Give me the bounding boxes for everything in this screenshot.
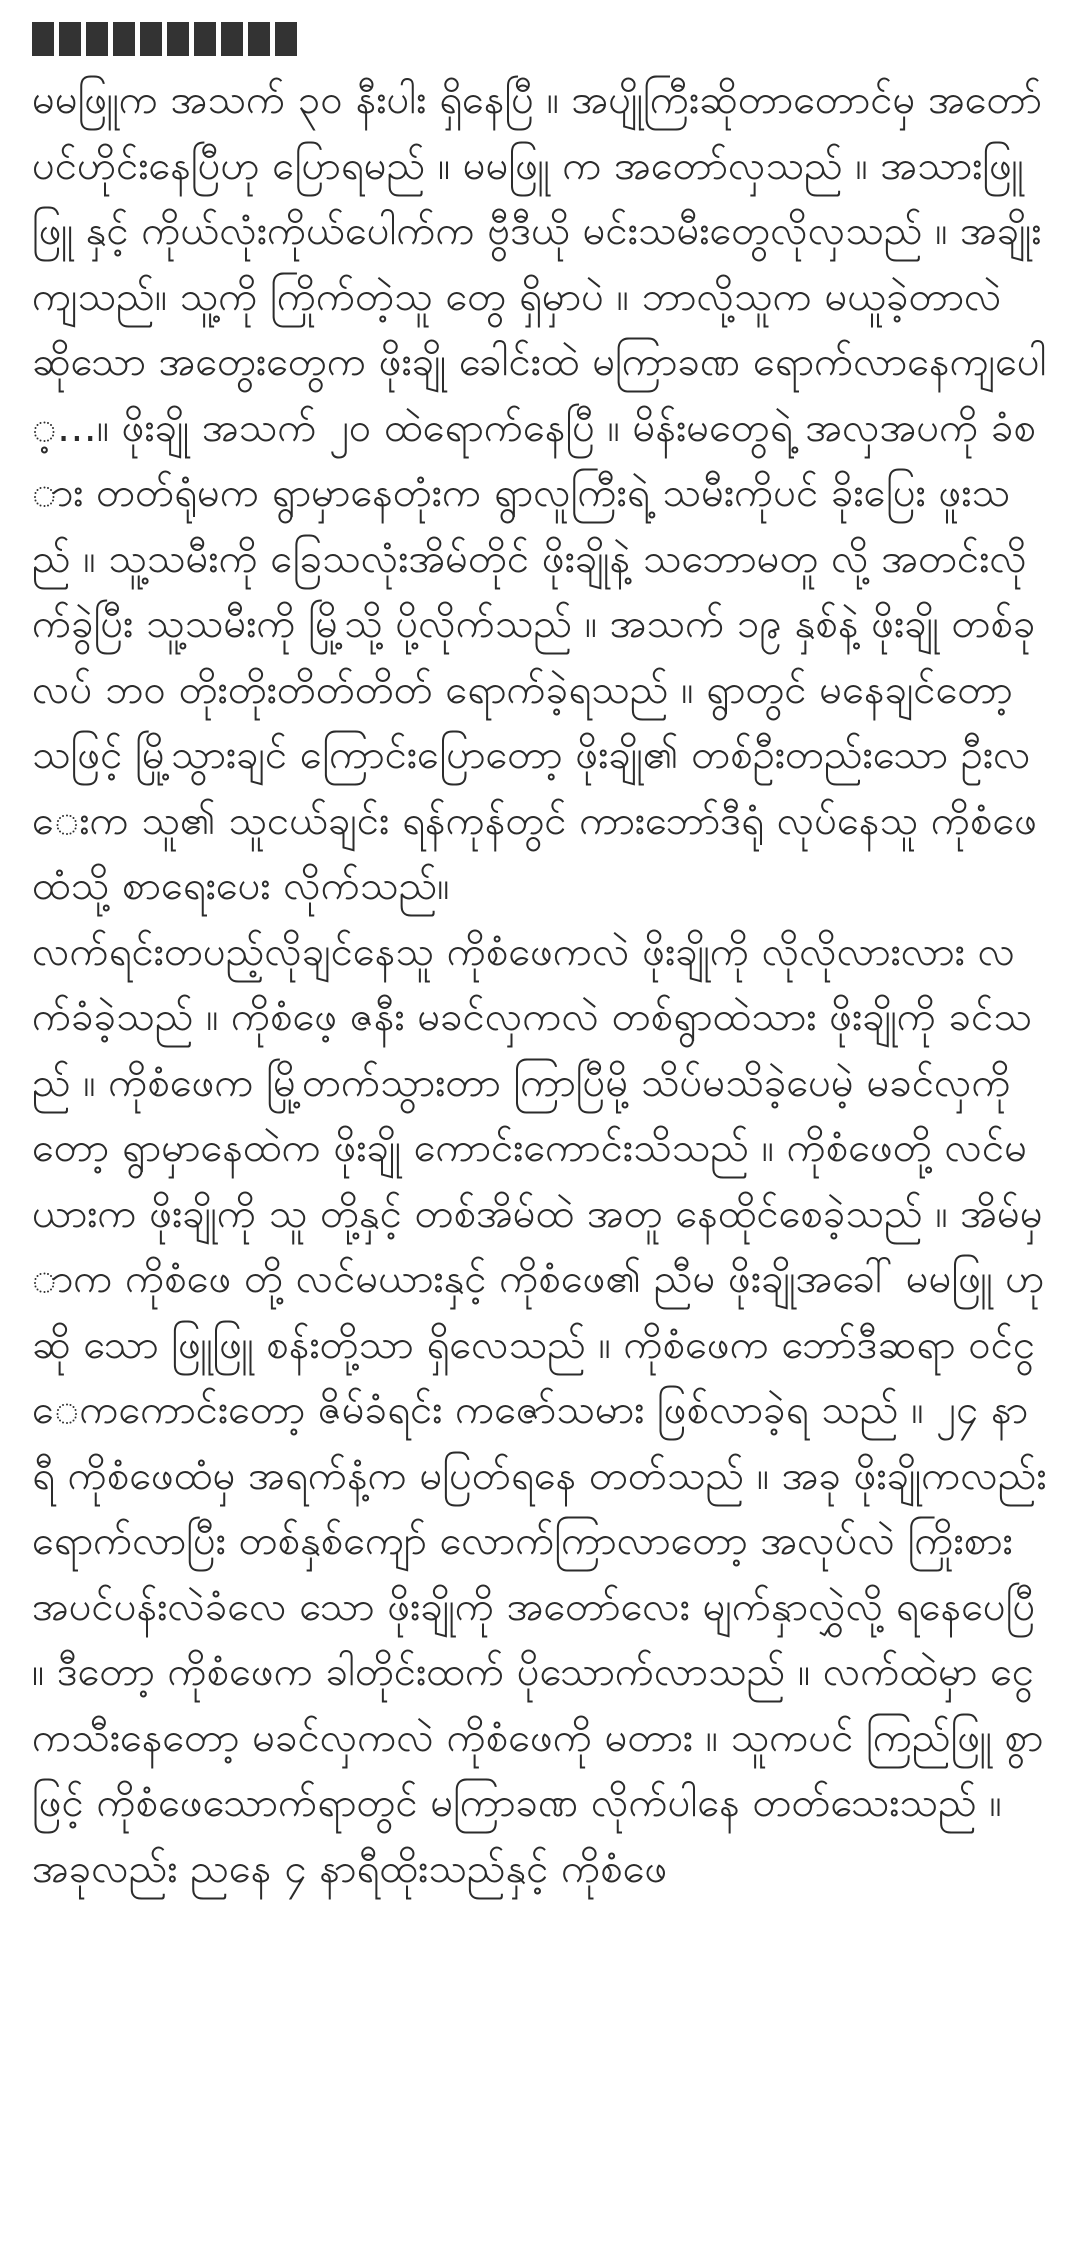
paragraph: လက်ရင်းတပည့်လိုချင်နေသူ ကိုစံဖေကလဲ ဖိုးချိုကို လိုလိုလားလား လက်ခံခဲ့သည် ။ ကိုစံဖေ့ ဇနီး မခင်လှကလဲ တစ်ရွာထဲသား ဖိုးချိုကို ခင်သည် ။ ကိုစံဖေက မြို့တက်သွားတာ ကြာပြီမို့ သိပ်မသိခဲ့ပေမဲ့ မခင်လှကိုတော့ ရွာမှာနေထဲက ဖိုးချို ကောင်းကောင်းသိသည် ။ ကိုစံဖေတို့ လင်မယားက ဖိုးချိုကို သူ တို့နှင့် တစ်အိမ်ထဲ အတူ နေထိုင်စေခဲ့သည် ။ အိမ်မှာက ကိုစံဖေ တို့ လင်မယားနှင့် ကိုစံဖေ၏ ညီမ ဖိုးချိုအခေါ် မမဖြူ ဟုဆို သော ဖြူဖြူ စန်းတို့သာ ရှိလေသည် ။ ကိုစံဖေက ဘော်ဒီဆရာ ဝင်ငွေကကောင်းတော့ ဇိမ်ခံရင်း ကဇော်သမား ဖြစ်လာခဲ့ရ သည် ။ ၂၄ နာရီ ကိုစံဖေထံမှ အရက်နံ့က မပြတ်ရနေ တတ်သည် ။ အခု ဖိုးချိုကလည်း ရောက်လာပြီး တစ်နှစ်ကျော် လောက်ကြာလာတော့ အလုပ်လဲ ကြိုးစား အပင်ပန်းလဲခံလေ သော ဖိုးချိုကို အတော်လေး မျက်နှာလွှဲလို့ ရနေပေပြီ ။ ဒီတော့ ကိုစံဖေက ခါတိုင်းထက် ပိုသောက်လာသည် ။ လက်ထဲမှာ ငွေ ကသီးနေတော့ မခင်လှကလဲ ကိုစံဖေကို မတား ။ သူကပင် ကြည်ဖြူ စွာဖြင့် ကိုစံဖေသောက်ရာတွင် မကြာခဏ လိုက်ပါနေ တတ်သေးသည် ။ အခုလည်း ညနေ ၄ နာရီထိုးသည်နှင့် ကိုစံဖေ [32,928,1047,1892]
paragraph: မမဖြူက အသက် ၃၀ နီးပါး ရှိနေပြီ ။ အပျိုကြီးဆိုတာတောင်မှ အတော်ပင်ဟိုင်းနေပြီဟု ပြောရမည် ။ မမဖြူ က အတော်လှသည် ။ အသားဖြူ ဖြူ နှင့် ကိုယ်လုံးကိုယ်ပေါက်က ဗွီဒီယို မင်းသမီးတွေလိုလှသည် ။ အချိုးကျသည်။ သူ့ကို ကြိုက်တဲ့သူ တွေ ရှိမှာပဲ ။ ဘာလို့သူက မယူခဲ့တာလဲ ဆိုသော အတွေးတွေက ဖိုးချို ခေါင်းထဲ မကြာခဏ ရောက်လာနေကျပေါ့…။ ဖိုးချို အသက် ၂၀ ထဲရောက်နေပြီ ။ မိန်းမတွေရဲ့ အလှအပကို ခံစား တတ်ရုံမက ရွာမှာနေတုံးက ရွာလူကြီးရဲ့ သမီးကိုပင် ခိုးပြေး ဖူးသည် ။ သူ့သမီးကို ခြေသလုံးအိမ်တိုင် ဖိုးချိုနဲ့ သဘောမတူ လို့ အတင်းလိုက်ခွဲပြီး သူ့သမီးကို မြို့သို့ ပို့လိုက်သည် ။ အသက် ၁၉ နှစ်နဲ့ ဖိုးချို တစ်ခုလပ် ဘဝ တိုးတိုးတိတ်တိတ် ရောက်ခဲ့ရသည် ။ ရွာတွင် မနေချင်တော့သဖြင့် မြို့သွားချင် ကြောင်းပြောတော့ ဖိုးချို၏ တစ်ဦးတည်းသော ဦးလေးက သူ၏ သူငယ်ချင်း ရန်ကုန်တွင် ကားဘော်ဒီရုံ လုပ်နေသူ ကိုစံဖေ ထံသို့ စာရေးပေး လိုက်သည်။ [32,77,1047,909]
document-title [32,22,302,56]
